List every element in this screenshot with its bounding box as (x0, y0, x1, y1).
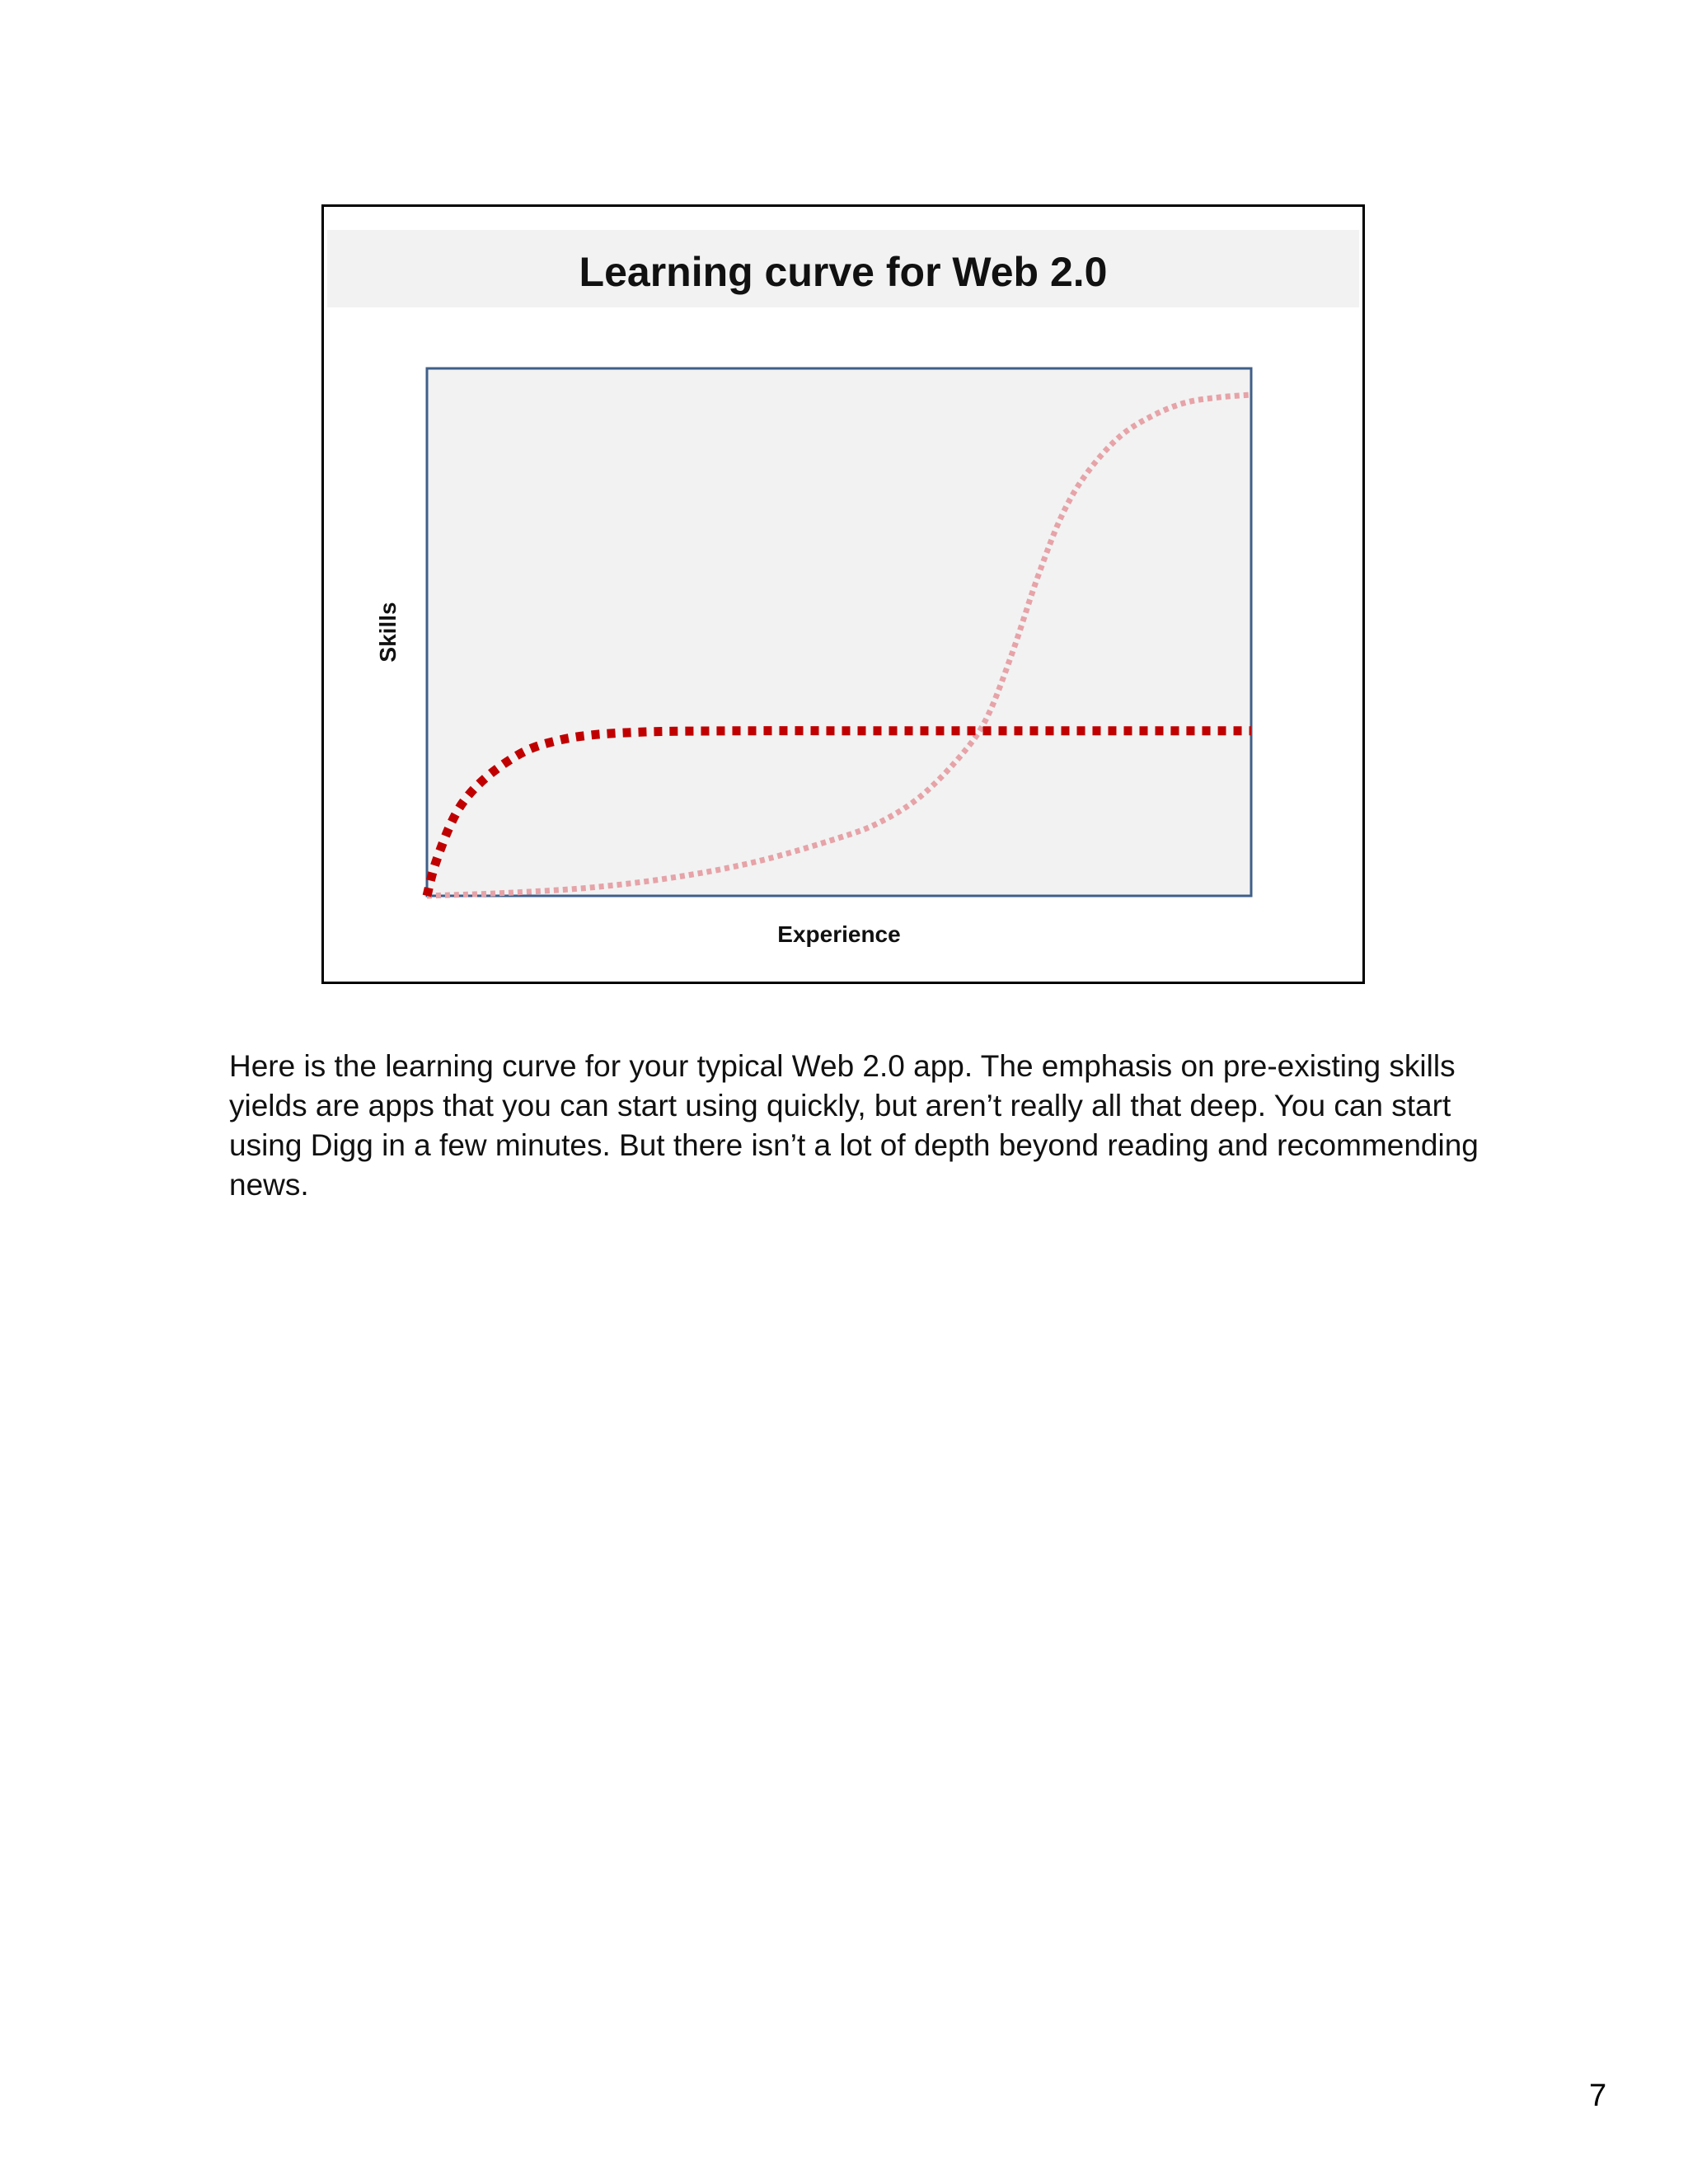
x-axis-label: Experience (777, 921, 901, 947)
learning-curve-chart (324, 207, 1362, 982)
slide-thumbnail (321, 204, 1365, 984)
speaker-notes: Here is the learning curve for your typical Web 2.0 app. The emphasis on pre-existing skills yields are apps that you can start using quickly, but aren’t really all that deep. You can start using Digg in a few minutes. But there isn’t a lot of depth beyond reading and recommending news. (229, 1049, 1479, 1202)
y-axis-label: Skills (375, 602, 401, 663)
page-number: 7 (1589, 2079, 1607, 2113)
chart-title: Learning curve for Web 2.0 (579, 249, 1108, 295)
plot-area (427, 368, 1251, 896)
